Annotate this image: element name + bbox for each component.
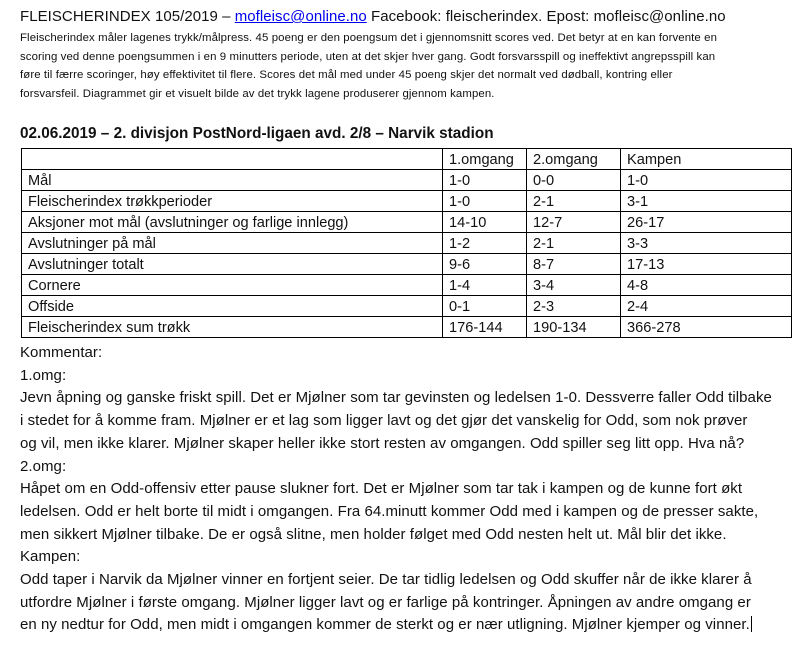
match-title: 02.06.2019 – 2. divisjon PostNord-ligaen avd. 2/8 – Narvik stadion: [20, 125, 494, 142]
table-cell: 1-0: [443, 170, 527, 191]
table-cell: 1-0: [621, 170, 792, 191]
header-prefix: FLEISCHERINDEX 105/2019 –: [20, 8, 235, 25]
table-cell: 2-1: [527, 191, 621, 212]
table-cell: Fleischerindex sum trøkk: [22, 317, 443, 338]
commentary-heading: Kommentar:: [20, 344, 103, 361]
table-cell: 8-7: [527, 254, 621, 275]
table-cell: 1-0: [443, 191, 527, 212]
table-row: [22, 317, 792, 338]
table-header-cell: Kampen: [621, 149, 792, 170]
commentary-line: og vil, men ikke klarer. Mjølner skaper heller ikke stort resten av omgangen. Odd spiller seg litt opp. Hva nå?: [20, 434, 745, 452]
header-suffix: Facebook: fleischerindex. Epost: mofleisc@online.no: [366, 8, 726, 25]
table-cell: Cornere: [22, 275, 443, 296]
table-cell: Avslutninger totalt: [22, 254, 443, 275]
first-half-heading: 1.omg:: [20, 366, 67, 384]
intro-line: Fleischerindex måler lagenes trykk/målpress. 45 poeng er den poengsum det i gjennomsnitt scores ved. Det betyr at en kan forvente en: [20, 32, 718, 44]
stats-table: [21, 148, 792, 338]
intro-line: forsvarsfeil. Diagrammet gir et visuelt bilde av det trykk lagene produserer gjennom kampen.: [20, 87, 495, 100]
table-cell: 12-7: [527, 212, 621, 233]
table-cell: Fleischerindex trøkkperioder: [22, 191, 443, 212]
table-cell: 4-8: [621, 275, 792, 296]
table-cell: 190-134: [527, 317, 621, 338]
table-cell: 2-4: [621, 296, 792, 317]
commentary-section: [20, 342, 795, 637]
table-cell: 2-3: [527, 296, 621, 317]
table-cell: 0-0: [527, 170, 621, 191]
commentary-line: i stedet for å komme fram. Mjølner er et lag som ligger lavt og det gjør det vanskelig for Odd, som nok prøver: [20, 412, 748, 430]
second-half-heading: 2.omg:: [20, 457, 67, 475]
intro-line: scoring ved denne poengsummen i en 9 minutters periode, uten at det skjer hver gang. Godt forsvarsspill og ineffektivt angrepsspill kan: [20, 50, 716, 63]
table-row: [22, 254, 792, 275]
table-cell: 0-1: [443, 296, 527, 317]
table-row: [22, 275, 792, 296]
table-cell: 2-1: [527, 233, 621, 254]
match-heading: Kampen:: [20, 548, 81, 566]
table-cell: 17-13: [621, 254, 792, 275]
table-row: [22, 170, 792, 191]
commentary-line: utfordre Mjølner i første omgang. Mjølner ligger lavt og er farlige på kontringer. Åpningen av andre omgang er: [20, 593, 751, 611]
table-row: [22, 212, 792, 233]
table-cell: Mål: [22, 170, 443, 191]
table-row: [22, 191, 792, 212]
table-row: [22, 296, 792, 317]
table-cell: 26-17: [621, 212, 792, 233]
commentary-last-line[interactable]: [20, 614, 795, 637]
table-cell: Offside: [22, 296, 443, 317]
table-cell: Aksjoner mot mål (avslutninger og farlige innlegg): [22, 212, 443, 233]
email-link[interactable]: mofleisc@online.no: [234, 8, 367, 25]
table-cell: Avslutninger på mål: [22, 233, 443, 254]
table-cell: 9-6: [443, 254, 527, 275]
table-header-row: [22, 149, 792, 170]
table-cell: 3-3: [621, 233, 792, 254]
intro-line: føre til færre scoringer, høy effektivitet til flere. Scores det mål med under 45 poeng skjer det normalt ved dødball, kontring eller: [20, 69, 673, 82]
table-cell: 3-1: [621, 191, 792, 212]
table-cell: 1-2: [443, 233, 527, 254]
commentary-line: Håpet om en Odd-offensiv etter pause slukner fort. Det er Mjølner som tar tak i kampen og de kunne fort økt: [20, 480, 743, 498]
table-header-cell: [22, 149, 443, 170]
table-cell: 14-10: [443, 212, 527, 233]
intro-paragraph: [20, 29, 790, 103]
commentary-line: Odd taper i Narvik da Mjølner vinner en fortjent seier. De tar tidlig ledelsen og Odd skuffer når de ikke klarer å: [20, 571, 752, 589]
text-cursor: [751, 616, 752, 632]
table-row: [22, 233, 792, 254]
commentary-line: Jevn åpning og ganske friskt spill. Det er Mjølner som tar gevinsten og ledelsen 1-0. Dessverre faller Odd tilbake: [20, 389, 772, 407]
table-header-cell: 2.omgang: [527, 149, 621, 170]
header-line: [20, 7, 726, 27]
table-cell: 366-278: [621, 317, 792, 338]
table-cell: 176-144: [443, 317, 527, 338]
table-cell: 3-4: [527, 275, 621, 296]
table-cell: 1-4: [443, 275, 527, 296]
table-header-cell: 1.omgang: [443, 149, 527, 170]
commentary-line: men sikkert Mjølner tilbake. De er også slitne, men holder følget med Odd nesten helt ut. Mål blir det ikke.: [20, 525, 727, 543]
commentary-line: en ny nedtur for Odd, men midt i omgangen kommer de sterkt og er nær utligning. Mjølner kjemper og vinner.: [20, 616, 750, 634]
commentary-line: ledelsen. Odd er helt borte til midt i omgangen. Fra 64.minutt kommer Odd med i kampen og de presser sakte,: [20, 502, 759, 520]
